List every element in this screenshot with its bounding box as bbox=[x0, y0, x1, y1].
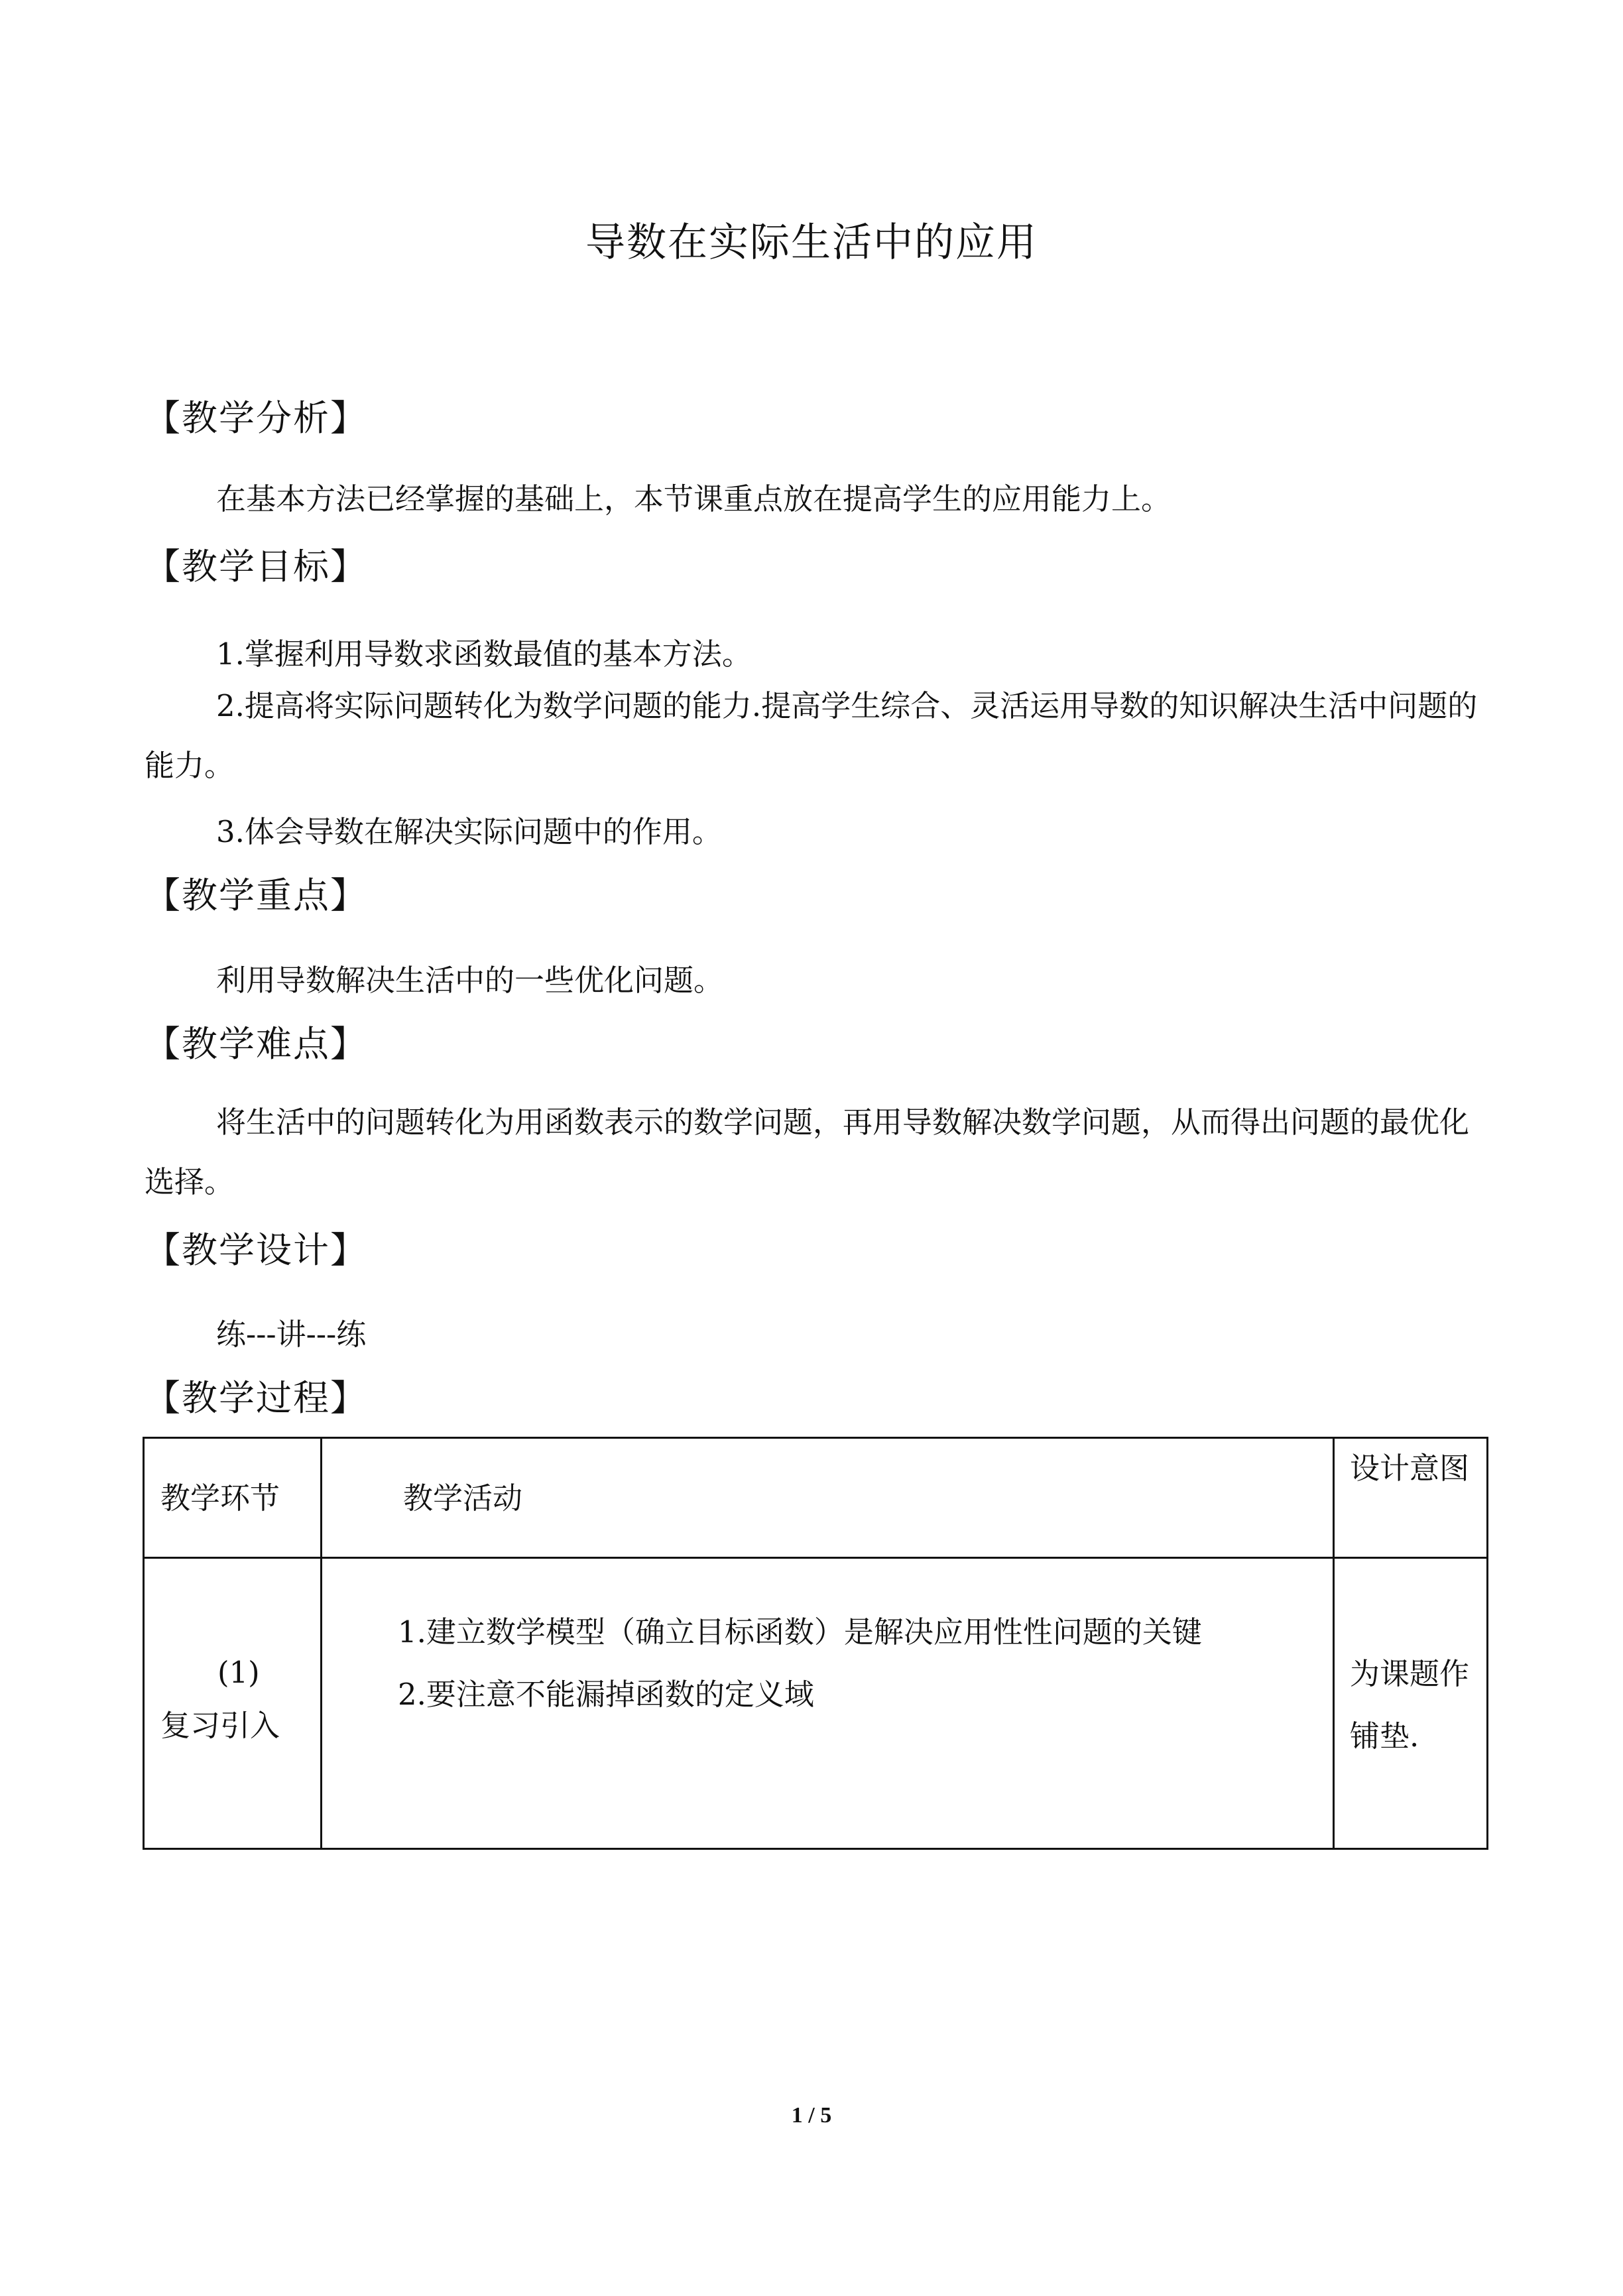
difficulties-text: 将生活中的问题转化为用函数表示的数学问题，再用导数解决数学问题，从而得出问题的最优化选择。 bbox=[145, 1105, 1470, 1199]
table-row-activity-1: 1.建立数学模型（确立目标函数）是解决应用性性问题的关键 bbox=[398, 1614, 1202, 1650]
table-header-stage: 教学环节 bbox=[160, 1480, 280, 1516]
section-heading-design: 【教学设计】 bbox=[145, 1229, 367, 1271]
section-heading-process: 【教学过程】 bbox=[145, 1377, 367, 1419]
table-header-activity: 教学活动 bbox=[403, 1480, 523, 1516]
section-heading-objectives: 【教学目标】 bbox=[145, 546, 367, 587]
design-text: 练---讲---练 bbox=[216, 1317, 367, 1352]
section-heading-key-points: 【教学重点】 bbox=[145, 875, 367, 916]
objective-item-2: 2.提高将实际问题转化为数学问题的能力.提高学生综合、灵活运用导数的知识解决生活中问题的能力。 bbox=[145, 688, 1478, 783]
table-divider-1 bbox=[320, 1439, 322, 1848]
table-divider-2 bbox=[1333, 1439, 1335, 1848]
objective-item-1: 1.掌握利用导数求函数最值的基本方法。 bbox=[216, 636, 752, 672]
table-row-stage-name: 复习引入 bbox=[160, 1708, 280, 1743]
section-heading-difficulties: 【教学难点】 bbox=[145, 1023, 367, 1065]
section-heading-analysis: 【教学分析】 bbox=[145, 397, 367, 439]
analysis-text: 在基本方法已经掌握的基础上，本节课重点放在提高学生的应用能力上。 bbox=[216, 481, 1172, 516]
table-header-intent: 设计意图 bbox=[1350, 1451, 1470, 1486]
key-points-text: 利用导数解决生活中的一些优化问题。 bbox=[216, 963, 724, 998]
objective-item-3: 3.体会导数在解决实际问题中的作用。 bbox=[216, 814, 722, 849]
table-row-activity-2: 2.要注意不能漏掉函数的定义域 bbox=[398, 1677, 814, 1712]
page-number: 1 / 5 bbox=[791, 2103, 832, 2128]
table-row-stage-number: (1) bbox=[217, 1655, 260, 1690]
teaching-process-table bbox=[143, 1437, 1488, 1850]
page-title: 导数在实际生活中的应用 bbox=[585, 219, 1038, 266]
table-header-divider bbox=[145, 1557, 1486, 1559]
table-row-intent: 为课题作铺垫. bbox=[1350, 1656, 1470, 1754]
